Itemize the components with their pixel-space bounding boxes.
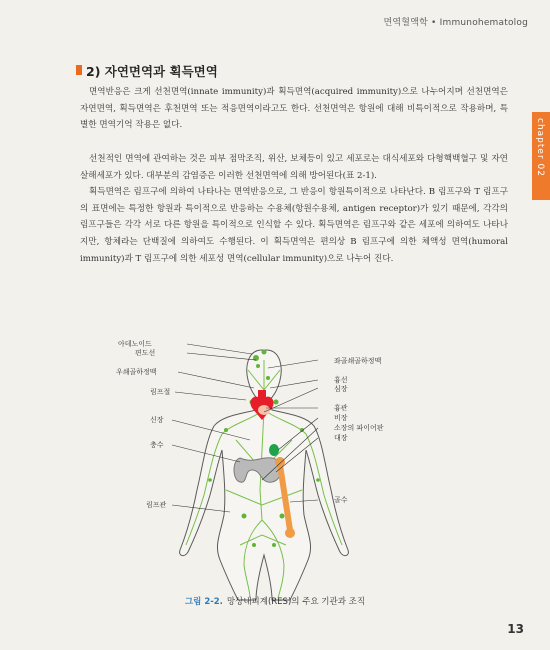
- paragraph-3: [80, 184, 508, 268]
- body-illustration: [0, 330, 550, 610]
- label-spleen: 비장: [334, 414, 348, 422]
- label-large-intestine: 대장: [334, 434, 348, 442]
- chapter-tab-label: chapter 02: [535, 118, 545, 177]
- label-thoracic-duct: 좌골쇄골하정맥: [334, 357, 382, 365]
- label-thymus: 흉선: [334, 376, 348, 384]
- figure-caption-text: 망상내피계(RES)의 주요 기관과 조직: [226, 597, 366, 607]
- label-bone-marrow: 골수: [334, 496, 348, 504]
- label-liver: 흉관: [334, 404, 348, 412]
- paragraph-1: [80, 84, 508, 134]
- label-appendix: 충수: [150, 441, 164, 449]
- paragraph-1-text: 면역반응은 크게 선천면역(innate immunity)과 획득면역(acquired immunity)으로 나누어지며 선천면역은 자연면역, 획득면역은 후천면역 또는 적응면역이라고도 한다. 선천면역은 항원에 대해 비특이적으로 작용하며, 특별한 면역기억 작용은 없다.: [80, 87, 508, 131]
- label-right-lymphatic-duct: 우쇄골하정맥: [116, 368, 157, 376]
- label-tonsil: 아데노이드: [118, 340, 152, 348]
- lymphatic-system-figure: [0, 330, 550, 610]
- label-lymph-node: 림프절: [150, 388, 171, 396]
- label-peyers-patch: 소장의 파이어판: [334, 424, 384, 432]
- label-lymphatic-vessel: 림프관: [146, 501, 167, 509]
- page-number: 13: [507, 622, 524, 636]
- label-kidney: 신장: [150, 416, 164, 424]
- running-header: 면역혈액학 • Immunohematolog: [383, 18, 528, 28]
- paragraph-2-text: 선천적인 면역에 관여하는 것은 피부 점막조직, 위산, 보체등이 있고 세포로는 대식세포와 다형핵백혈구 및 자연살해세포가 있다. 대부분의 감염증은 이러한 선천면역에 의해 방어된다(표 2-1).: [80, 154, 508, 181]
- label-heart: 심장: [334, 385, 348, 393]
- label-adenoid: 편도선: [135, 349, 156, 357]
- paragraph-3-text: 획득면역은 림프구에 의하여 나타나는 면역반응으로, 그 반응이 항원특이적으로 나타난다. B 림프구와 T 림프구의 표면에는 특정한 항원과 특이적으로 반응하는 수용체(항원수용체, antigen receptor)가 있기 때문에, 각각의 림프구들은 각각 서로 다른 항원을 특이적으로 인식할 수 있다. 획득면역은 림프구와 같은 세포에 의하여도 나타나지만, 항체라는 단백질에 의하여도 수행된다. 이 획득면역은 편의상 B 림프구에 의한 체액성 면역(humoral immunity)과 T 림프구에 의한 세포성 면역(cellular immunity)으로 나누어 진다.: [80, 187, 508, 264]
- figure-number: 그림 2-2.: [184, 597, 223, 607]
- section-title: 2) 자연면역과 획득면역: [86, 64, 218, 79]
- paragraph-2: [80, 151, 508, 184]
- figure-caption: [0, 595, 550, 607]
- chapter-tab: [532, 112, 550, 200]
